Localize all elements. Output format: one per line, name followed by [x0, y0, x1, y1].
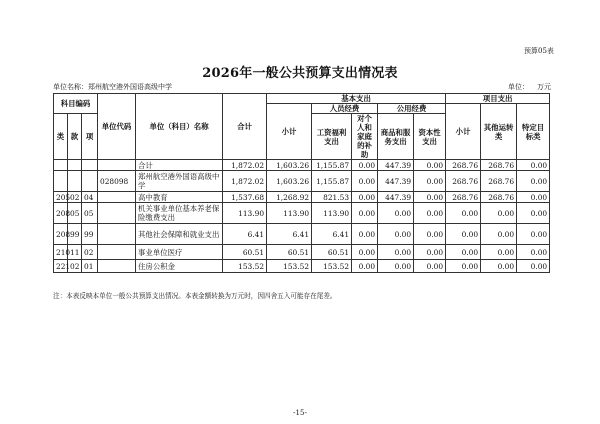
cell-project-subtotal: 268.76 — [446, 160, 481, 171]
cell-name: 其他社会保障和就业支出 — [136, 224, 223, 245]
cell-salary: 1,155.87 — [312, 171, 352, 192]
cell-total: 113.90 — [223, 203, 267, 224]
cell-goods: 0.00 — [378, 224, 414, 245]
cell-lei: 210 — [54, 245, 68, 260]
cell-subsidy: 0.00 — [352, 160, 378, 171]
page-title: 2026年一般公共预算支出情况表 — [202, 66, 398, 81]
cell-xiang — [82, 160, 98, 171]
cell-other-transfer: 0.00 — [481, 203, 517, 224]
cell-capital: 0.00 — [414, 203, 446, 224]
cell-specific: 0.00 — [517, 192, 550, 203]
table-row — [54, 224, 550, 245]
cell-salary: 60.51 — [312, 245, 352, 260]
cell-kuan: 02 — [68, 192, 82, 203]
cell-lei: 208 — [54, 224, 68, 245]
cell-kuan: 11 — [68, 245, 82, 260]
cell-salary: 113.90 — [312, 203, 352, 224]
cell-lei — [54, 171, 68, 192]
cell-subsidy: 0.00 — [352, 192, 378, 203]
cell-unit-code: 028098 — [98, 171, 136, 192]
header-kuan: 款 — [68, 114, 82, 160]
table-header — [54, 94, 550, 160]
form-number: 预算05表 — [524, 47, 554, 55]
cell-kuan — [68, 160, 82, 171]
budget-table — [53, 93, 550, 273]
header-unit-subject-name: 单位（科目）名称 — [136, 94, 223, 160]
header-basic-subtotal: 小计 — [267, 104, 312, 160]
cell-kuan: 02 — [68, 260, 82, 273]
cell-total: 153.52 — [223, 260, 267, 273]
cell-total: 60.51 — [223, 245, 267, 260]
cell-lei: 208 — [54, 203, 68, 224]
header-total: 合计 — [223, 94, 267, 160]
cell-salary: 821.53 — [312, 192, 352, 203]
table-row — [54, 160, 550, 171]
cell-basic-subtotal: 6.41 — [267, 224, 312, 245]
cell-kuan — [68, 171, 82, 192]
cell-xiang: 99 — [82, 224, 98, 245]
cell-specific: 0.00 — [517, 171, 550, 192]
cell-total: 1,872.02 — [223, 160, 267, 171]
cell-xiang: 01 — [82, 260, 98, 273]
header-public-funds: 公用经费 — [378, 104, 446, 114]
cell-salary: 153.52 — [312, 260, 352, 273]
cell-other-transfer: 268.76 — [481, 160, 517, 171]
cell-xiang: 05 — [82, 203, 98, 224]
cell-xiang: 02 — [82, 245, 98, 260]
cell-other-transfer: 0.00 — [481, 245, 517, 260]
cell-other-transfer: 0.00 — [481, 260, 517, 273]
cell-goods: 447.39 — [378, 160, 414, 171]
header-unit-code: 单位代码 — [98, 94, 136, 160]
header-xiang: 项 — [82, 114, 98, 160]
cell-total: 1,872.02 — [223, 171, 267, 192]
header-salary-welfare: 工资福利支出 — [312, 114, 352, 160]
cell-basic-subtotal: 1,603.26 — [267, 171, 312, 192]
cell-goods: 0.00 — [378, 260, 414, 273]
cell-basic-subtotal: 1,268.92 — [267, 192, 312, 203]
table-row — [54, 245, 550, 260]
cell-kuan: 05 — [68, 203, 82, 224]
cell-lei: 205 — [54, 192, 68, 203]
cell-lei — [54, 160, 68, 171]
table-note: 注：本表反映本单位一般公共预算支出情况。本表金额转换为万元时，因四舍五入可能存在尾差。 — [53, 292, 337, 300]
cell-specific: 0.00 — [517, 203, 550, 224]
cell-specific: 0.00 — [517, 224, 550, 245]
cell-xiang: 04 — [82, 192, 98, 203]
cell-capital: 0.00 — [414, 171, 446, 192]
header-project-subtotal: 小计 — [446, 104, 481, 160]
cell-goods: 447.39 — [378, 171, 414, 192]
cell-name: 事业单位医疗 — [136, 245, 223, 260]
table-row — [54, 192, 550, 203]
cell-other-transfer: 0.00 — [481, 224, 517, 245]
header-specific-target: 特定目标类 — [517, 104, 550, 160]
header-individual-family-subsidy: 对个人和家庭的补助 — [352, 114, 378, 160]
cell-project-subtotal: 268.76 — [446, 171, 481, 192]
table-body — [54, 160, 550, 273]
cell-salary: 1,155.87 — [312, 160, 352, 171]
cell-capital: 0.00 — [414, 192, 446, 203]
table-row — [54, 203, 550, 224]
cell-subsidy: 0.00 — [352, 260, 378, 273]
header-lei: 类 — [54, 114, 68, 160]
cell-name: 合计 — [136, 160, 223, 171]
cell-project-subtotal: 0.00 — [446, 260, 481, 273]
cell-subsidy: 0.00 — [352, 245, 378, 260]
cell-specific: 0.00 — [517, 260, 550, 273]
header-capital-expense: 资本性支出 — [414, 114, 446, 160]
cell-basic-subtotal: 1,603.26 — [267, 160, 312, 171]
header-subject-code: 科目编码 — [54, 94, 98, 114]
cell-specific: 0.00 — [517, 245, 550, 260]
cell-unit-code — [98, 260, 136, 273]
cell-goods: 0.00 — [378, 245, 414, 260]
cell-kuan: 99 — [68, 224, 82, 245]
cell-salary: 6.41 — [312, 224, 352, 245]
cell-subsidy: 0.00 — [352, 171, 378, 192]
cell-project-subtotal: 0.00 — [446, 245, 481, 260]
unit-name: 单位名称：郑州航空港外国语高级中学 — [53, 83, 172, 91]
cell-unit-code — [98, 160, 136, 171]
cell-lei: 221 — [54, 260, 68, 273]
cell-name: 郑州航空港外国语高级中学 — [136, 171, 223, 192]
cell-unit-code — [98, 192, 136, 203]
header-personnel: 人员经费 — [312, 104, 378, 114]
unit-label: 单位： — [508, 83, 529, 91]
cell-total: 1,537.68 — [223, 192, 267, 203]
table-row — [54, 260, 550, 273]
cell-total: 6.41 — [223, 224, 267, 245]
header-basic-expense: 基本支出 — [267, 94, 446, 104]
cell-capital: 0.00 — [414, 245, 446, 260]
cell-basic-subtotal: 153.52 — [267, 260, 312, 273]
cell-subsidy: 0.00 — [352, 224, 378, 245]
header-other-transfer: 其他运转类 — [481, 104, 517, 160]
cell-specific: 0.00 — [517, 160, 550, 171]
unit-value: 万元 — [537, 83, 551, 91]
cell-other-transfer: 268.76 — [481, 171, 517, 192]
header-project-expense: 项目支出 — [446, 94, 550, 104]
cell-capital: 0.00 — [414, 160, 446, 171]
cell-unit-code — [98, 203, 136, 224]
cell-unit-code — [98, 245, 136, 260]
cell-basic-subtotal: 113.90 — [267, 203, 312, 224]
cell-capital: 0.00 — [414, 224, 446, 245]
cell-capital: 0.00 — [414, 260, 446, 273]
cell-basic-subtotal: 60.51 — [267, 245, 312, 260]
header-goods-services: 商品和服务支出 — [378, 114, 414, 160]
cell-project-subtotal: 0.00 — [446, 203, 481, 224]
cell-name: 机关事业单位基本养老保险缴费支出 — [136, 203, 223, 224]
cell-other-transfer: 268.76 — [481, 192, 517, 203]
cell-project-subtotal: 0.00 — [446, 224, 481, 245]
cell-project-subtotal: 268.76 — [446, 192, 481, 203]
unit-of-measure — [508, 82, 551, 92]
cell-unit-code — [98, 224, 136, 245]
cell-name: 高中教育 — [136, 192, 223, 203]
cell-subsidy: 0.00 — [352, 203, 378, 224]
table-row — [54, 171, 550, 192]
cell-xiang — [82, 171, 98, 192]
cell-name: 住房公积金 — [136, 260, 223, 273]
cell-goods: 447.39 — [378, 192, 414, 203]
page-number: -15- — [293, 409, 307, 417]
cell-goods: 0.00 — [378, 203, 414, 224]
